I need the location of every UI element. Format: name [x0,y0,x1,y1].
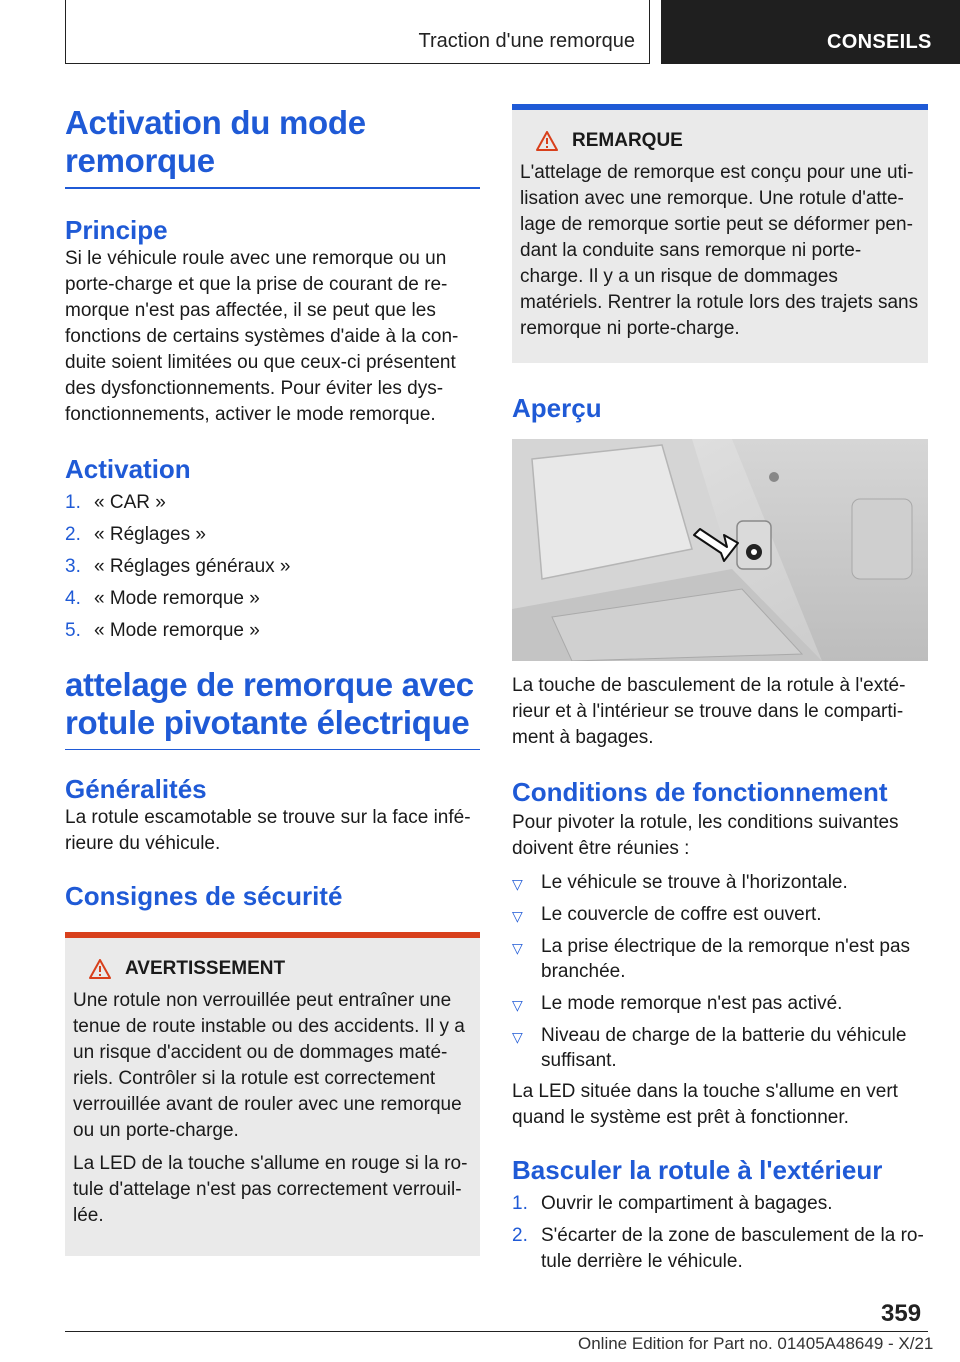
header-chapter-tab [661,0,960,64]
left-column [65,104,480,1256]
warning-paragraph-1: Une rotule non verrouillée peut entraîner une tenue de route instable ou des accidents. Il y a un risque d'accident ou de dommages matériels. Contrôler si la rotule est correctement verrouillée avant de rouler avec une remorque ou un porte-charge. [73,990,465,1141]
triangle-bullet-icon: ▽ [512,908,523,924]
heading-activation-mode: Activation du mode remorque [65,104,366,179]
triangle-bullet-icon: ▽ [512,997,523,1013]
warning-notice [65,932,480,1256]
warning-paragraph-2: La LED de la touche s'allume en rouge si la rotule d'attelage n'est pas correctement verrouillée. [73,1153,468,1226]
basculer-steps [512,1191,928,1275]
remark-text: L'attelage de remorque est conçu pour une utilisation avec une remorque. Une rotule d'attelage de remorque sortie peut se déformer pendant la conduite sans remorque ni porte-charge. Il y a un risque de dommages matériels. Rentrer la rotule lors des trajets sans remorque ni porte-charge. [520,162,919,339]
remark-label: REMARQUE [572,130,683,151]
warning-header [73,958,472,980]
conditions-list [512,870,928,1073]
list-item: ▽ Le véhicule se trouve à l'horizontale. [512,870,928,895]
heading-rule [65,187,480,189]
warning-label: AVERTISSEMENT [125,958,286,979]
conditions-after: La LED située dans la touche s'allume en vert quand le système est prêt à fonctionner. [512,1081,898,1128]
trunk-switch-photo [512,439,928,661]
list-item: 3. « Réglages généraux » [65,555,291,577]
heading-principe: Principe [65,214,168,245]
heading-consignes: Consignes de sécurité [65,881,343,911]
remark-header [520,130,920,152]
heading-activation: Activation [65,453,191,484]
heading-generalites: Généralités [65,774,207,804]
heading-attelage: attelage de remorque avec rotule pivotante électrique [65,665,474,741]
triangle-bullet-icon: ▽ [512,1029,523,1045]
list-item: ▽ Niveau de charge de la batterie du véhicule suffisant. [512,1025,907,1071]
list-item: 1. Ouvrir le compartiment à bagages. [512,1193,833,1214]
apercu-text: La touche de basculement de la rotule à l'extérieur et à l'intérieur se trouve dans le compartiment à bagages. [512,675,906,748]
conditions-intro: Pour pivoter la rotule, les conditions suivantes doivent être réunies : [512,812,899,859]
header-chapter-label: CONSEILS [827,31,932,53]
header-section-title: Traction d'une remorque [418,30,635,52]
heading-conditions: Conditions de fonctionnement [512,777,888,807]
page-number: 359 [881,1300,922,1327]
list-item: 2. « Réglages » [65,523,206,545]
triangle-bullet-icon: ▽ [512,940,523,956]
list-item: ▽ Le mode remorque n'est pas activé. [512,991,928,1016]
generalites-text: La rotule escamotable se trouve sur la face inférieure du véhicule. [65,807,471,854]
right-column [512,104,928,1281]
list-item: ▽ La prise électrique de la remorque n'est pas branchée. [512,936,911,982]
remark-notice [512,104,928,363]
triangle-bullet-icon: ▽ [512,876,523,892]
list-item: 4. « Mode remorque » [65,587,260,609]
list-item: ▽ Le couvercle de coffre est ouvert. [512,902,928,927]
header-section-box [65,0,650,64]
warning-triangle-icon [536,131,558,151]
list-item: 5. « Mode remorque » [65,619,260,641]
list-item: 2. S'écarter de la zone de basculement de la rotule derrière le véhicule. [512,1225,924,1272]
heading-basculer: Basculer la rotule à l'extérieur [512,1155,883,1185]
list-item: 1. « CAR » [65,491,166,513]
warning-triangle-icon [89,959,111,979]
footer-rule [65,1331,928,1332]
activation-steps [65,490,480,644]
heading-rule [65,749,480,751]
heading-apercu: Aperçu [512,393,602,423]
principe-text: Si le véhicule roule avec une remorque ou un porte-charge et que la prise de courant de remorque n'est pas affectée, il se peut que les fonctions de certains systèmes d'aide à la conduite soient limitées ou que ceux-ci présentent des dysfonctionnements. Pour éviter les dysfonctionnements, activer le mode remorque. [65,247,459,425]
footer-edition: Online Edition for Part no. 01405A48649 - X/21 [578,1334,934,1353]
